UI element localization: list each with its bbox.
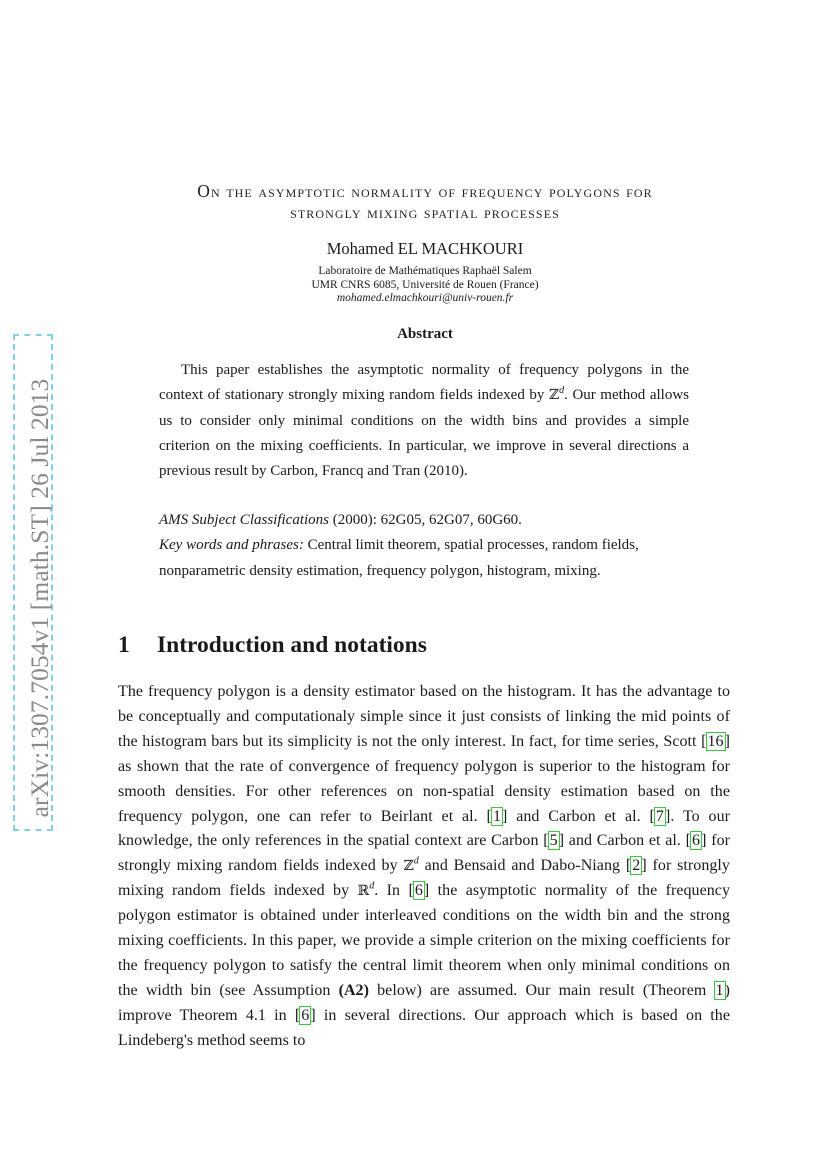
citation-link-5[interactable]: 5 (549, 832, 558, 850)
intro-text: the asymptotic normality of the frequency polygon estimator is obtained under interleaved conditions on the width bin and the strong mixing coefficients. In this paper, we provide a simple criterion on the mixing coefficients for the frequency polygon to satisfy the central limit theorem when only minimal conditions on the width bin (see Assumption (118, 882, 731, 999)
section-title: Introduction and notations (157, 632, 427, 658)
intro-text: and Carbon et al. (507, 807, 650, 825)
citation-link-6[interactable]: 6 (692, 832, 701, 850)
abstract-body (159, 358, 689, 484)
theorem-link-1[interactable]: 1 (715, 981, 724, 999)
citation-link-6[interactable]: 6 (301, 1006, 310, 1024)
intro-text: for strongly mixing random fields indexed by (118, 832, 730, 875)
intro-text: . In (374, 882, 409, 900)
intro-text: ) improve Theorem 4.1 in (118, 981, 730, 1024)
keywords-label: Key words and phrases: (159, 537, 304, 554)
intro-text: below) are assumed. Our main result (Theorem (369, 981, 715, 999)
title-line-2: strongly mixing spatial processes (290, 202, 560, 222)
real-space-symbol: ℝ (357, 883, 370, 900)
abstract-heading: Abstract (397, 326, 453, 342)
intro-text: . To our knowledge, the only references in the spatial context are Carbon (118, 807, 731, 850)
intro-paragraph: The frequency polygon is a density estimator based on the histogram. It has the advantage to be conceptually and computationaly simple since it just consists of linking the mid points of the histogram bars but its simplicity is not the only interest. In fact, for time series, Scott [16] as shown that the rate of convergence of frequency polygon is superior to the histogram for smooth densities. For other references on non-spatial density estimation based on the frequency polygon, one can refer to Beirlant et al. [1] and Carbon et al. [7]. To our knowledge, the only references in the spatial context are Carbon [5] and Carbon et al. [6] for strongly mixing random fields indexed by ℤ$^d$ and Bensaid and Dabo-Niang [2] for strongly mixing random fields indexed by ℝ$^d$. In [6] the asymptotic normality of the frequency polygon estimator is obtained under interleaved conditions on the width bin and the strong mixing coefficients. In this paper, we provide a simple criterion on the mixing coefficients for the frequency polygon to satisfy the central limit theorem when only minimal conditions on the width bin (see Assumption (A2) below) are assumed. Our main result (Theorem 1) improve Theorem 4.1 in [6] in several directions. Our approach which is based on the Lindeberg's method seems to (118, 683, 731, 1049)
keywords (159, 533, 689, 584)
ams-classification (159, 508, 689, 533)
affiliation (0, 265, 828, 306)
intro-text: and Carbon et al. (564, 832, 686, 850)
abstract-text-2: . Our method allows us to consider only minimal conditions on the width bins and provides a simple criterion on the mixing coefficients. In particular, we improve in several directions a previous result by Carbon, Francq and Tran (2010). (159, 387, 689, 480)
dimension-superscript: d (559, 385, 565, 397)
citation-link-2[interactable]: 2 (632, 857, 641, 875)
intro-text: and Bensaid and Dabo-Niang (418, 857, 626, 875)
dimension-superscript: d (369, 880, 375, 892)
intro-text: The frequency polygon is a density estimator based on the histogram. It has the advantage to be conceptually and computationaly simple since it just consists of linking the mid points of the histogram bars but its simplicity is not the only interest. In fact, for time series, Scott (118, 683, 730, 750)
dimension-superscript: d (413, 856, 419, 868)
author-name: Mohamed EL MACHKOURI (326, 239, 524, 258)
citation-link-16[interactable]: 16 (707, 732, 724, 750)
section-number: 1 (118, 632, 130, 658)
keywords-value: Central limit theorem, spatial processes, random fields, nonparametric density estimation, frequency polygon, histogram, mixing. (159, 537, 639, 579)
integer-lattice-symbol: ℤ (403, 858, 414, 875)
author-email[interactable]: mohamed.elmachkouri@univ-rouen.fr (336, 292, 514, 304)
citation-link-6[interactable]: 6 (414, 882, 423, 900)
classification-block (159, 508, 689, 584)
integer-lattice-symbol: ℤ (548, 387, 560, 404)
intro-text: for strongly mixing random fields indexed by (118, 857, 730, 900)
intro-text: as shown that the rate of convergence of frequency polygon is superior to the histogram for smooth densities. For other references on non-spatial density estimation based on the frequency polygon, one can refer to Beirlant et al. (118, 757, 730, 825)
intro-text: in several directions. Our approach which is based on the Lindeberg's method seems to (118, 1006, 730, 1049)
affiliation-lab: Laboratoire de Mathématiques Raphaël Salem (318, 265, 532, 277)
ams-value: (2000): 62G05, 62G07, 60G60. (329, 512, 522, 528)
paper-title (100, 181, 750, 223)
title-line-1: On the asymptotic normality of frequency polygons for (197, 181, 653, 201)
citation-link-1[interactable]: 1 (492, 807, 501, 825)
arxiv-stamp[interactable]: arXiv:1307.7054v1 [math.ST] 26 Jul 2013 (25, 378, 54, 818)
section-heading (118, 632, 427, 659)
citation-link-7[interactable]: 7 (655, 807, 664, 825)
ams-label: AMS Subject Classifications (159, 512, 329, 528)
abstract-text-1: This paper establishes the asymptotic normality of frequency polygons in the context of stationary strongly mixing random fields indexed by (159, 362, 689, 404)
assumption-a2: (A2) (338, 981, 369, 999)
affiliation-university: UMR CNRS 6085, Université de Rouen (France) (311, 278, 539, 291)
